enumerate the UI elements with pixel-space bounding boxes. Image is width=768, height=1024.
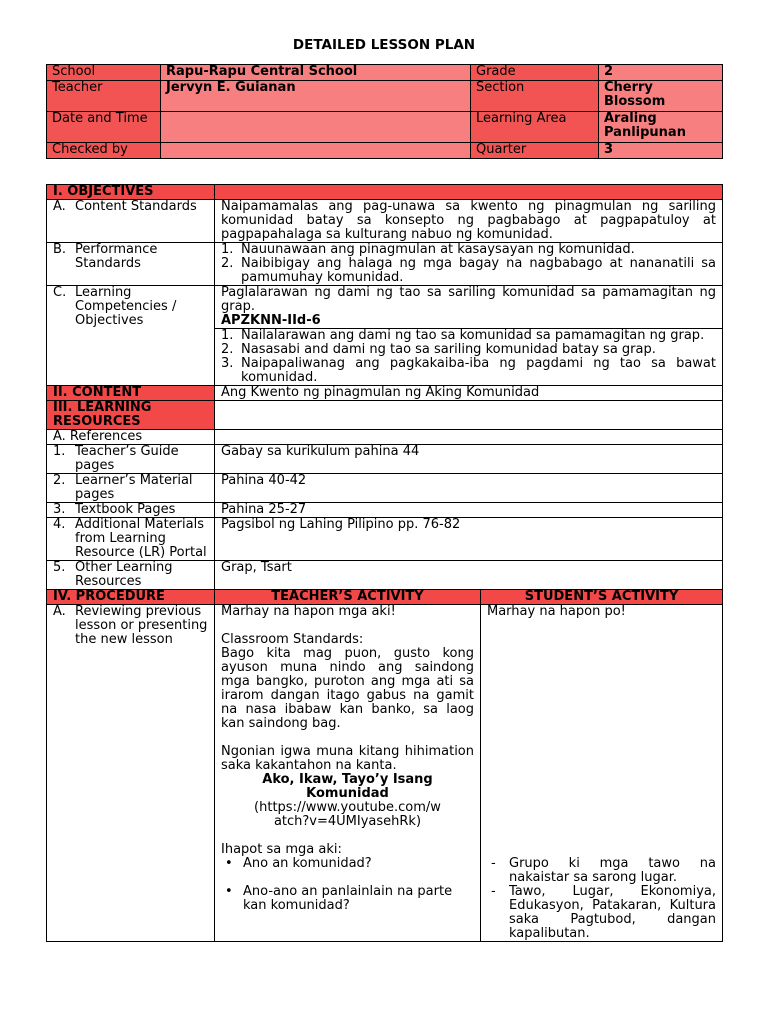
answer-text: Tawo, Lugar, Ekonomiya, Edukasyon, Patakaran, Kultura saka Pagtubod, dangan kapalibutan. — [509, 884, 716, 941]
performance-standards-row — [47, 243, 723, 286]
header-row-checked — [47, 143, 723, 159]
bullet-icon: • — [225, 856, 233, 871]
resource-label: Textbook Pages — [75, 502, 176, 517]
resource-value: Pahina 40-42 — [215, 474, 723, 503]
answer-text: Grupo ki mga tawo na nakaistar sa sarong lugar. — [509, 856, 716, 885]
checked-by-value — [161, 143, 471, 159]
student-activity-heading: STUDENT’S ACTIVITY — [481, 590, 723, 605]
school-value: Rapu-Rapu Central School — [161, 65, 471, 81]
resource-label: Other Learning Resources — [75, 560, 173, 589]
performance-standards-label: Performance Standards — [75, 242, 158, 271]
resource-value: Pagsibol ng Lahing Pilipino pp. 76-82 — [215, 518, 723, 561]
content-standards-text: Naipamamalas ang pag-unawa sa kwento ng pinagmulan ng sariling komunidad batay sa konsepto ng pagbabago at pagpapatuloy at pagpapahalaga sa kulturang nabuo ng komunidad. — [215, 200, 723, 243]
performance-standards-label-cell — [47, 243, 215, 286]
content-standards-num: A. — [53, 199, 66, 214]
teacher-label: Teacher — [47, 81, 161, 112]
header-table — [46, 64, 723, 159]
content-text: Ang Kwento ng pinagmulan ng Aking Komunidad — [215, 386, 723, 401]
list-item-text: Naibibigay ang halaga ng mga bagay na nagbabago at nananatili sa pamumuhay komunidad. — [241, 256, 716, 285]
table-row — [47, 503, 723, 518]
resource-label: Teacher’s Guide pages — [75, 444, 179, 473]
references-label: A. References — [47, 430, 215, 445]
content-standards-row — [47, 200, 723, 243]
competencies-cell — [215, 286, 723, 329]
resource-value: Pahina 25-27 — [215, 503, 723, 518]
lesson-plan-table — [46, 184, 723, 942]
resource-label-cell — [47, 503, 215, 518]
school-label: School — [47, 65, 161, 81]
student-greeting: Marhay na hapon po! — [487, 604, 626, 619]
list-item — [487, 885, 716, 941]
resource-label-cell — [47, 445, 215, 474]
content-row — [47, 386, 723, 401]
resources-heading: III. LEARNING RESOURCES — [47, 401, 215, 430]
learning-area-value: Araling Panlipunan — [599, 112, 723, 143]
header-row-date — [47, 112, 723, 143]
resource-value: Gabay sa kurikulum pahina 44 — [215, 445, 723, 474]
standards-label: Classroom Standards: — [221, 632, 364, 647]
resource-num: 2. — [53, 473, 66, 488]
question-text: Ano an komunidad? — [243, 856, 372, 871]
table-row — [47, 474, 723, 503]
table-row — [47, 561, 723, 590]
competencies-num: C. — [53, 285, 67, 300]
list-item-text: Nauunawaan ang pinagmulan at kasaysayan ng komunidad. — [241, 242, 635, 257]
bullet-icon: • — [225, 884, 233, 899]
list-item — [221, 257, 716, 285]
ask-label: Ihapot sa mga aki: — [221, 842, 342, 857]
resource-label-cell — [47, 518, 215, 561]
competencies-text: Paglalarawan ng dami ng tao sa sariling komunidad sa pamamagitan ng grap. — [221, 285, 716, 314]
dash-icon: - — [491, 856, 496, 871]
question-text: Ano-ano an panlainlain na parte kan komunidad? — [243, 884, 453, 913]
checked-by-label: Checked by — [47, 143, 161, 159]
resource-num: 5. — [53, 560, 66, 575]
references-row — [47, 430, 723, 445]
datetime-label: Date and Time — [47, 112, 161, 143]
teacher-greeting: Marhay na hapon mga aki! — [221, 604, 396, 619]
standards-text: Bago kita mag puon, gusto kong ayuson muna nindo ang saindong mga bangko, puroton ang mga ati sa irarom dangan itago gabus na gamit na nasa ibabaw kan banko, sa laog kan saindong bag. — [221, 646, 474, 731]
student-activity-cell — [481, 605, 723, 942]
objectives-heading: I. OBJECTIVES — [47, 185, 215, 200]
quarter-value: 3 — [599, 143, 723, 159]
teacher-activity-cell — [215, 605, 481, 942]
list-item-text: Nailalarawan ang dami ng tao sa komunidad sa pamamagitan ng grap. — [241, 328, 705, 343]
resource-value: Grap, Tsart — [215, 561, 723, 590]
resource-num: 4. — [53, 517, 66, 532]
grade-label: Grade — [471, 65, 599, 81]
quarter-label: Quarter — [471, 143, 599, 159]
resources-heading-row — [47, 401, 723, 430]
resource-label: Additional Materials from Learning Resource (LR) Portal — [75, 517, 207, 560]
list-item — [221, 343, 716, 357]
competencies-label-cell — [47, 286, 215, 386]
song-intro: Ngonian igwa muna kitang hihimation saka kakantahon na kanta. — [221, 744, 474, 773]
header-row-teacher — [47, 81, 723, 112]
competencies-row — [47, 286, 723, 329]
list-item-num: 2. — [221, 342, 234, 357]
performance-standards-list — [215, 243, 723, 286]
resources-heading-blank — [215, 401, 723, 430]
competency-code: APZKNN-IId-6 — [221, 313, 321, 328]
datetime-value — [161, 112, 471, 143]
list-item — [221, 857, 474, 871]
objectives-heading-row — [47, 185, 723, 200]
learning-area-label: Learning Area — [471, 112, 599, 143]
content-standards-label: Content Standards — [75, 199, 197, 214]
list-item-num: 3. — [221, 356, 234, 371]
teacher-activity-heading: TEACHER’S ACTIVITY — [215, 590, 481, 605]
resource-num: 1. — [53, 444, 66, 459]
list-item-num: 2. — [221, 256, 234, 271]
resource-label-cell — [47, 474, 215, 503]
document-title: DETAILED LESSON PLAN — [292, 37, 476, 53]
list-item — [487, 857, 716, 885]
table-row — [47, 445, 723, 474]
procedure-heading-row — [47, 590, 723, 605]
teacher-value: Jervyn E. Guianan — [161, 81, 471, 112]
procedure-step-a-row — [47, 605, 723, 942]
header-row-school — [47, 65, 723, 81]
references-blank — [215, 430, 723, 445]
list-item — [221, 357, 716, 385]
list-item — [221, 329, 716, 343]
list-item-text: Nasasabi and dami ng tao sa sariling komunidad batay sa grap. — [241, 342, 656, 357]
objectives-heading-blank — [215, 185, 723, 200]
list-item-num: 1. — [221, 328, 234, 343]
specific-objectives-list — [215, 329, 723, 386]
procedure-heading: IV. PROCEDURE — [47, 590, 215, 605]
resource-num: 3. — [53, 502, 66, 517]
dash-icon: - — [491, 884, 496, 899]
song-link: (https://www.youtube.com/watch?v=4UMIyasehRk) — [254, 800, 441, 829]
song-title: Ako, Ikaw, Tayo’y Isang Komunidad — [262, 772, 433, 801]
grade-value: 2 — [599, 65, 723, 81]
content-standards-label-cell — [47, 200, 215, 243]
list-item — [221, 243, 716, 257]
competencies-label: Learning Competencies / Objectives — [75, 285, 177, 328]
resource-label: Learner’s Material pages — [75, 473, 193, 502]
step-a-label-cell — [47, 605, 215, 942]
list-item-num: 1. — [221, 242, 234, 257]
performance-standards-num: B. — [53, 242, 67, 257]
resource-label-cell — [47, 561, 215, 590]
content-heading: II. CONTENT — [47, 386, 215, 401]
section-value: Cherry Blossom — [599, 81, 723, 112]
step-a-label: Reviewing previous lesson or presenting the new lesson — [75, 604, 208, 647]
table-row — [47, 518, 723, 561]
list-item-text: Naipapaliwanag ang pagkakaiba-iba ng pagdami ng tao sa bawat komunidad. — [241, 356, 716, 385]
section-label: Section — [471, 81, 599, 112]
step-a-num: A. — [53, 604, 66, 619]
list-item — [221, 885, 474, 913]
